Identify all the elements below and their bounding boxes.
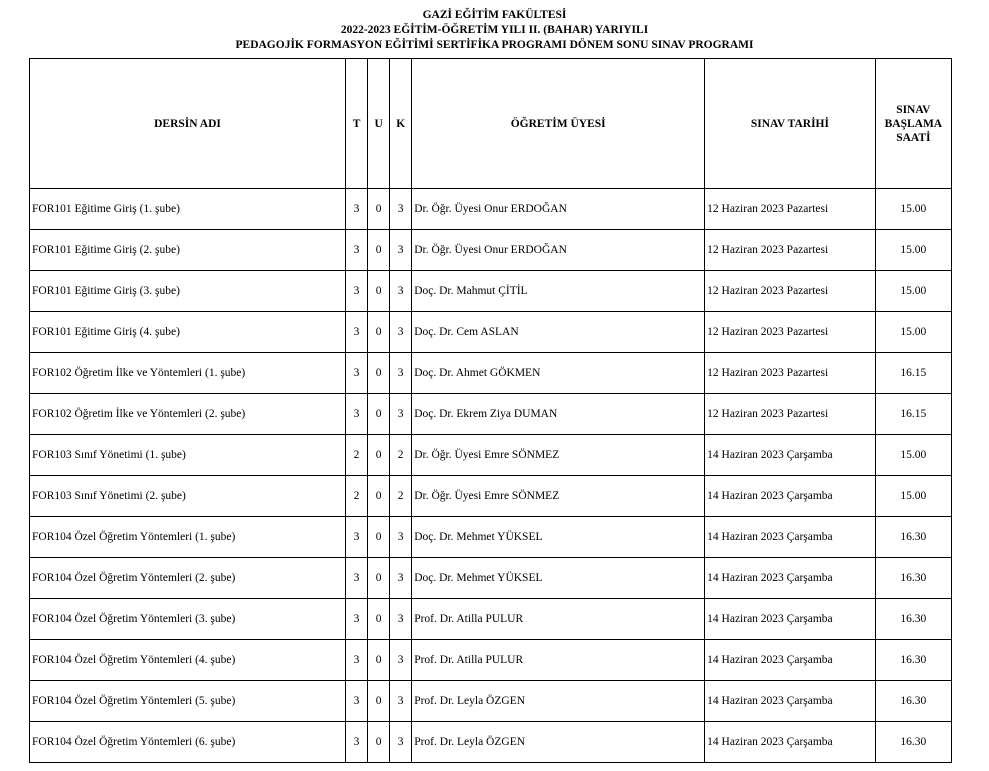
time-cell: 15.00 [875, 230, 951, 271]
date-cell: 12 Haziran 2023 Pazartesi [705, 394, 876, 435]
time-cell: 16.30 [875, 558, 951, 599]
table-row [30, 230, 952, 271]
k-cell: 3 [390, 394, 412, 435]
column-header-t: T [346, 59, 368, 189]
u-cell: 0 [368, 558, 390, 599]
table-row [30, 681, 952, 722]
date-cell: 14 Haziran 2023 Çarşamba [705, 640, 876, 681]
t-cell: 2 [346, 476, 368, 517]
instructor-cell: Doç. Dr. Mahmut ÇİTİL [412, 271, 705, 312]
table-row [30, 271, 952, 312]
date-cell: 14 Haziran 2023 Çarşamba [705, 722, 876, 763]
time-cell: 16.30 [875, 599, 951, 640]
t-cell: 3 [346, 722, 368, 763]
program-title: PEDAGOJİK FORMASYON EĞİTİMİ SERTİFİKA PROGRAMI DÖNEM SONU SINAV PROGRAMI [235, 39, 754, 51]
k-cell: 3 [390, 599, 412, 640]
time-cell: 16.15 [875, 353, 951, 394]
u-cell: 0 [368, 640, 390, 681]
date-cell: 12 Haziran 2023 Pazartesi [705, 189, 876, 230]
u-cell: 0 [368, 394, 390, 435]
table-row [30, 599, 952, 640]
time-cell: 16.15 [875, 394, 951, 435]
instructor-cell: Prof. Dr. Atilla PULUR [412, 640, 705, 681]
t-cell: 3 [346, 599, 368, 640]
column-header-date: SINAV TARİHİ [705, 59, 876, 189]
u-cell: 0 [368, 312, 390, 353]
t-cell: 3 [346, 353, 368, 394]
instructor-cell: Prof. Dr. Leyla ÖZGEN [412, 722, 705, 763]
k-cell: 3 [390, 722, 412, 763]
instructor-cell: Dr. Öğr. Üyesi Onur ERDOĞAN [412, 230, 705, 271]
table-row [30, 189, 952, 230]
course-cell: FOR101 Eğitime Giriş (4. şube) [30, 312, 346, 353]
k-cell: 3 [390, 681, 412, 722]
course-cell: FOR101 Eğitime Giriş (2. şube) [30, 230, 346, 271]
t-cell: 3 [346, 640, 368, 681]
course-cell: FOR104 Özel Öğretim Yöntemleri (1. şube) [30, 517, 346, 558]
table-row [30, 435, 952, 476]
instructor-cell: Prof. Dr. Leyla ÖZGEN [412, 681, 705, 722]
time-cell: 15.00 [875, 271, 951, 312]
document-header [0, 8, 989, 53]
instructor-cell: Doç. Dr. Ekrem Ziya DUMAN [412, 394, 705, 435]
table-row [30, 722, 952, 763]
table-row [30, 476, 952, 517]
t-cell: 3 [346, 394, 368, 435]
date-cell: 14 Haziran 2023 Çarşamba [705, 476, 876, 517]
instructor-cell: Doç. Dr. Mehmet YÜKSEL [412, 558, 705, 599]
faculty-title: GAZİ EĞİTİM FAKÜLTESİ [422, 9, 567, 21]
instructor-cell: Doç. Dr. Cem ASLAN [412, 312, 705, 353]
k-cell: 3 [390, 517, 412, 558]
instructor-cell: Dr. Öğr. Üyesi Emre SÖNMEZ [412, 435, 705, 476]
course-cell: FOR101 Eğitime Giriş (3. şube) [30, 271, 346, 312]
date-cell: 12 Haziran 2023 Pazartesi [705, 271, 876, 312]
u-cell: 0 [368, 517, 390, 558]
k-cell: 3 [390, 230, 412, 271]
course-cell: FOR102 Öğretim İlke ve Yöntemleri (1. şube) [30, 353, 346, 394]
time-cell: 15.00 [875, 312, 951, 353]
course-cell: FOR103 Sınıf Yönetimi (2. şube) [30, 476, 346, 517]
k-cell: 3 [390, 558, 412, 599]
u-cell: 0 [368, 599, 390, 640]
date-cell: 14 Haziran 2023 Çarşamba [705, 681, 876, 722]
u-cell: 0 [368, 189, 390, 230]
course-cell: FOR104 Özel Öğretim Yöntemleri (3. şube) [30, 599, 346, 640]
course-cell: FOR102 Öğretim İlke ve Yöntemleri (2. şube) [30, 394, 346, 435]
date-cell: 12 Haziran 2023 Pazartesi [705, 230, 876, 271]
time-cell: 16.30 [875, 681, 951, 722]
u-cell: 0 [368, 353, 390, 394]
table-row [30, 558, 952, 599]
time-cell: 15.00 [875, 435, 951, 476]
date-cell: 14 Haziran 2023 Çarşamba [705, 599, 876, 640]
semester-title: 2022-2023 EĞİTİM-ÖĞRETİM YILI II. (BAHAR) YARIYILI [340, 24, 649, 36]
k-cell: 3 [390, 312, 412, 353]
k-cell: 3 [390, 640, 412, 681]
k-cell: 2 [390, 476, 412, 517]
exam-schedule-table [29, 58, 952, 763]
column-header-instructor: ÖĞRETİM ÜYESİ [412, 59, 705, 189]
table-header-row [30, 59, 952, 189]
k-cell: 3 [390, 189, 412, 230]
instructor-cell: Dr. Öğr. Üyesi Emre SÖNMEZ [412, 476, 705, 517]
t-cell: 3 [346, 271, 368, 312]
time-cell: 16.30 [875, 722, 951, 763]
k-cell: 3 [390, 271, 412, 312]
u-cell: 0 [368, 722, 390, 763]
u-cell: 0 [368, 271, 390, 312]
table-body [30, 189, 952, 763]
k-cell: 3 [390, 353, 412, 394]
course-cell: FOR103 Sınıf Yönetimi (1. şube) [30, 435, 346, 476]
time-cell: 16.30 [875, 640, 951, 681]
t-cell: 3 [346, 517, 368, 558]
instructor-cell: Doç. Dr. Mehmet YÜKSEL [412, 517, 705, 558]
course-cell: FOR101 Eğitime Giriş (1. şube) [30, 189, 346, 230]
column-header-k: K [390, 59, 412, 189]
instructor-cell: Doç. Dr. Ahmet GÖKMEN [412, 353, 705, 394]
t-cell: 2 [346, 435, 368, 476]
column-header-time: SINAV BAŞLAMA SAATİ [875, 59, 951, 189]
date-cell: 12 Haziran 2023 Pazartesi [705, 353, 876, 394]
time-cell: 16.30 [875, 517, 951, 558]
table-row [30, 394, 952, 435]
u-cell: 0 [368, 476, 390, 517]
column-header-course: DERSİN ADI [30, 59, 346, 189]
time-cell: 15.00 [875, 476, 951, 517]
time-cell: 15.00 [875, 189, 951, 230]
u-cell: 0 [368, 230, 390, 271]
column-header-u: U [368, 59, 390, 189]
t-cell: 3 [346, 558, 368, 599]
u-cell: 0 [368, 681, 390, 722]
u-cell: 0 [368, 435, 390, 476]
date-cell: 14 Haziran 2023 Çarşamba [705, 517, 876, 558]
table-row [30, 312, 952, 353]
instructor-cell: Prof. Dr. Atilla PULUR [412, 599, 705, 640]
date-cell: 12 Haziran 2023 Pazartesi [705, 312, 876, 353]
t-cell: 3 [346, 312, 368, 353]
course-cell: FOR104 Özel Öğretim Yöntemleri (6. şube) [30, 722, 346, 763]
course-cell: FOR104 Özel Öğretim Yöntemleri (5. şube) [30, 681, 346, 722]
t-cell: 3 [346, 230, 368, 271]
course-cell: FOR104 Özel Öğretim Yöntemleri (2. şube) [30, 558, 346, 599]
instructor-cell: Dr. Öğr. Üyesi Onur ERDOĞAN [412, 189, 705, 230]
k-cell: 2 [390, 435, 412, 476]
t-cell: 3 [346, 189, 368, 230]
table-row [30, 353, 952, 394]
table-row [30, 640, 952, 681]
date-cell: 14 Haziran 2023 Çarşamba [705, 435, 876, 476]
course-cell: FOR104 Özel Öğretim Yöntemleri (4. şube) [30, 640, 346, 681]
table-row [30, 517, 952, 558]
date-cell: 14 Haziran 2023 Çarşamba [705, 558, 876, 599]
t-cell: 3 [346, 681, 368, 722]
